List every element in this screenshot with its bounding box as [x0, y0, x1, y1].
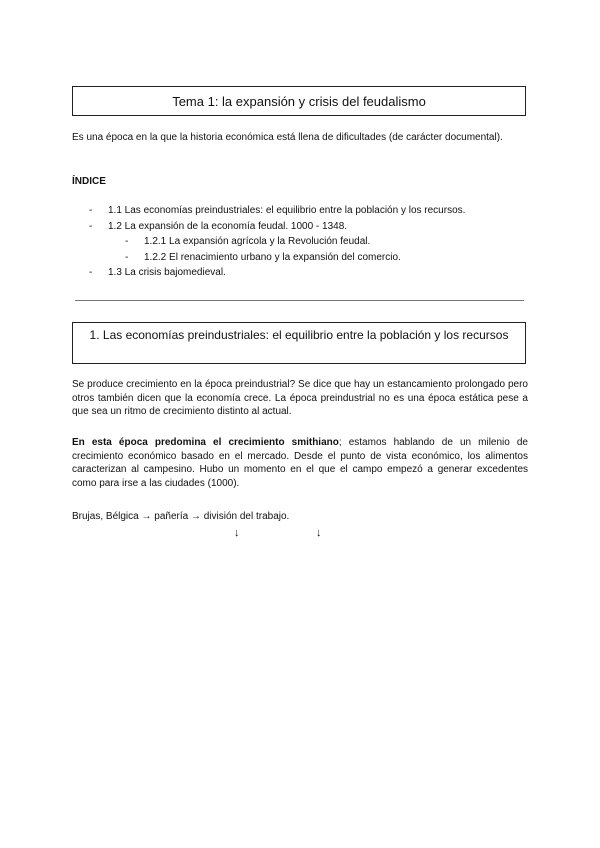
paragraph-smithian [72, 436, 528, 490]
index-item-text: 1.2 La expansión de la economía feudal. 1000 - 1348. [108, 220, 348, 232]
index-item [72, 203, 528, 219]
list-marker: - [89, 205, 93, 216]
intro-paragraph: Es una época en la que la historia económica está llena de dificultades (de carácter documental). [72, 132, 503, 143]
document-title-box [72, 86, 526, 116]
index-item-text: 1.2.1 La expansión agrícola y la Revolución feudal. [144, 236, 371, 247]
bold-phrase: En esta época predomina el crecimiento smithiano [72, 437, 339, 448]
section-heading-box [72, 322, 526, 364]
paragraph-growth: Se produce crecimiento en la época preindustrial? Se dice que hay un estancamiento prolongado pero otros también dicen que la economía crece. La época preindustrial no es una época estática pese a que sea un ritmo de crecimiento distinto al actual. [72, 379, 528, 418]
list-marker: - [89, 220, 93, 232]
index-heading: ÍNDICE [72, 176, 106, 187]
section-heading: 1. Las economías preindustriales: el equilibrio entre la población y los recursos [89, 328, 509, 342]
index-list [72, 203, 528, 281]
down-arrow-icon: ↓ [316, 527, 322, 539]
list-marker: - [125, 236, 129, 247]
paragraph-brujas: Brujas, Bélgica → pañería → división del trabajo. [72, 511, 290, 522]
list-marker: - [89, 267, 93, 278]
index-subitem [72, 250, 528, 266]
index-subitem [72, 234, 528, 250]
index-item [72, 219, 528, 235]
index-item-text: 1.2.2 El renacimiento urbano y la expansión del comercio. [144, 251, 401, 263]
list-marker: - [125, 251, 129, 263]
down-arrow-icon: ↓ [234, 527, 240, 539]
document-title: Tema 1: la expansión y crisis del feudalismo [172, 93, 426, 109]
index-item [72, 265, 528, 281]
index-item-text: 1.3 La crisis bajomedieval. [108, 267, 226, 278]
paragraph-text: ; estamos hablando de un milenio de crecimiento económico basado en el mercado. Desde el punto de vista económico, los alimentos caracterizan al campesino. Hubo un momento en el que el campo empezó a generar excedentes como para irse a las ciudades (1000). [72, 437, 528, 489]
horizontal-divider [75, 300, 524, 301]
index-item-text: 1.1 Las economías preindustriales: el equilibrio entre la población y los recursos. [108, 205, 466, 216]
